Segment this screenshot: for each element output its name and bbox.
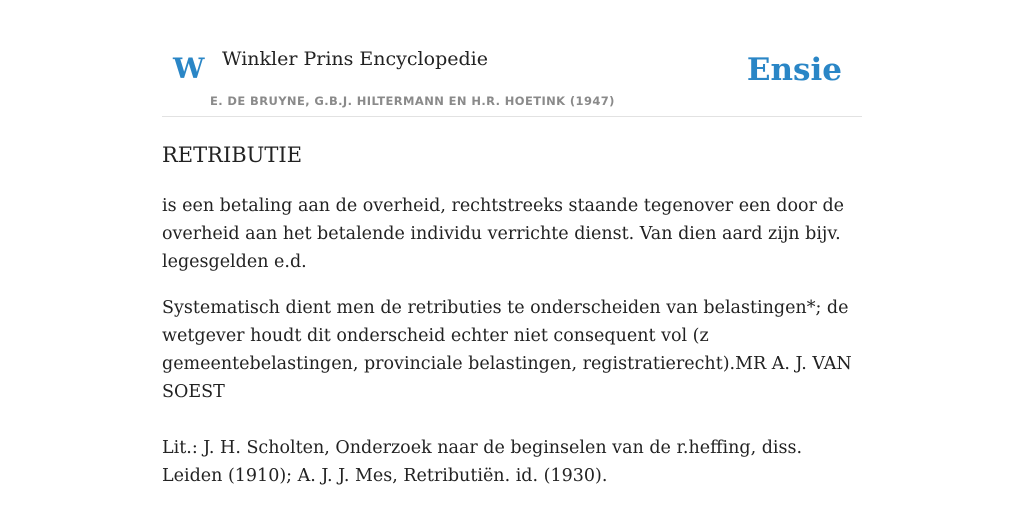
site-header	[162, 0, 862, 117]
ensie-logo[interactable]: Ensie	[746, 52, 842, 88]
winkler-prins-logo[interactable]: W	[173, 52, 205, 85]
literature-references: Lit.: J. H. Scholten, Onderzoek naar de beginselen van de r.heffing, diss. Leiden (1910); A. J. J. Mes, Retributiën. id. (1930).	[162, 438, 803, 486]
entry-title: RETRIBUTIE	[162, 143, 303, 167]
article	[162, 140, 852, 490]
article-paragraph: Systematisch dient men de retributies te onderscheiden van belastingen*; de wetgever houdt dit onderscheid echter niet consequent vol (z gemeentebelastingen, provinciale belastingen, registratierecht).MR A. J. VAN SOEST	[162, 298, 852, 402]
publication-authors: E. DE BRUYNE, G.B.J. HILTERMANN EN H.R. HOETINK (1947)	[210, 94, 615, 108]
article-paragraph: is een betaling aan de overheid, rechtstreeks staande tegenover een door de overheid aan het betalende individu verrichte dienst. Van dien aard zijn bijv. legesgelden e.d.	[162, 196, 845, 272]
publication-title[interactable]: Winkler Prins Encyclopedie	[222, 48, 488, 70]
